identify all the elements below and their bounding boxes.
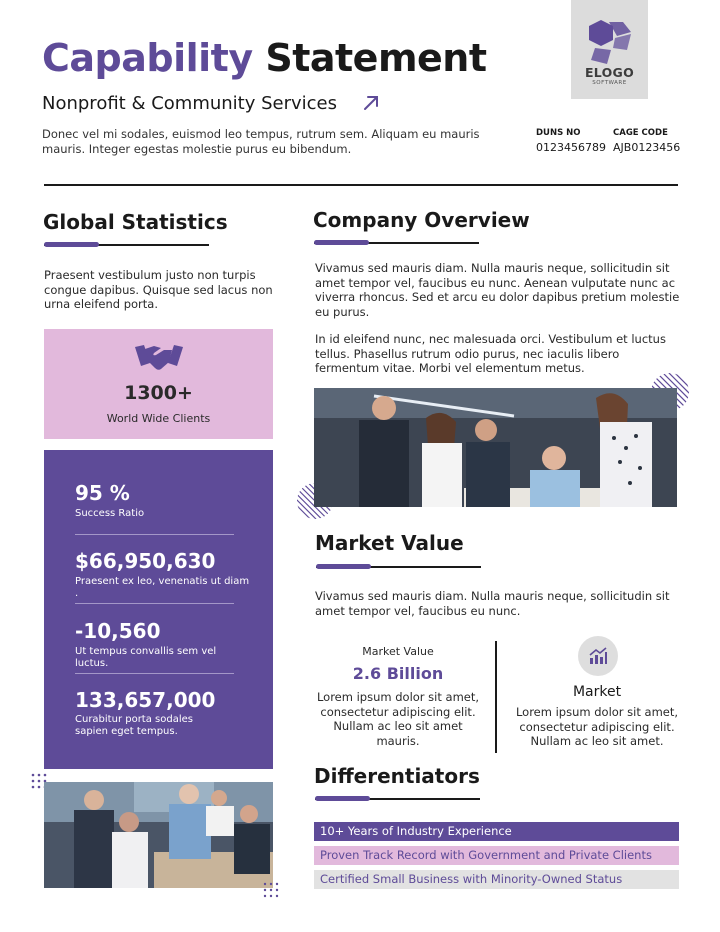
global-statistics-underline bbox=[44, 244, 209, 246]
page-title bbox=[42, 36, 487, 80]
market-value-underline bbox=[316, 566, 481, 568]
stat-divider bbox=[75, 673, 234, 674]
company-overview-heading: Company Overview bbox=[313, 208, 530, 232]
duns-label: DUNS NO bbox=[536, 128, 581, 138]
market-value-heading: Market Value bbox=[315, 531, 464, 555]
clients-value: 1300+ bbox=[124, 382, 193, 404]
intro-text: Donec vel mi sodales, euismod leo tempus, rutrum sem. Aliquam eu mauris mauris. Integer egestas molestie purus eu bibendum. bbox=[42, 127, 480, 156]
market-title: Market bbox=[572, 684, 622, 700]
market-divider bbox=[495, 641, 497, 753]
stat-value: $66,950,630 bbox=[75, 549, 216, 573]
company-overview-paragraph: Vivamus sed mauris diam. Nulla mauris neque, sollicitudin sit amet tempor vel, faucibus eu nunc. Aenean vulputate nunc ac viverra rhoncus. Sed et arcu eu dolor dapibus pretium molestie eu purus. bbox=[315, 261, 680, 319]
global-statistics-text: Praesent vestibulum justo non turpis congue dapibus. Quisque sed lacus non urna eleifend porta. bbox=[44, 268, 273, 311]
stat-label: Curabitur porta sodales sapien eget tempus. bbox=[75, 714, 193, 737]
header-divider bbox=[44, 184, 678, 186]
market-value-amount: 2.6 Billion bbox=[352, 664, 444, 683]
global-statistics-heading: Global Statistics bbox=[43, 210, 228, 234]
team-meeting-photo bbox=[44, 782, 273, 888]
logo-name: ELOGO bbox=[584, 65, 635, 80]
stat-value: 95 % bbox=[75, 481, 130, 505]
stat-divider bbox=[75, 603, 234, 604]
title-rest: Statement bbox=[265, 36, 487, 80]
dot-pattern-decoration bbox=[262, 881, 284, 899]
company-overview-underline bbox=[314, 242, 479, 244]
differentiator-item: Proven Track Record with Government and Private Clients bbox=[314, 846, 679, 865]
stat-label: Ut tempus convallis sem vel luctus. bbox=[75, 646, 217, 669]
stat-value: 133,657,000 bbox=[75, 688, 216, 712]
duns-value: 0123456789 bbox=[536, 141, 606, 154]
differentiator-item: 10+ Years of Industry Experience bbox=[314, 822, 679, 841]
market-value-label: Market Value bbox=[362, 645, 434, 658]
title-accent: Capability bbox=[42, 36, 253, 80]
logo-tagline: SOFTWARE bbox=[592, 80, 627, 86]
page-subtitle: Nonprofit & Community Services bbox=[42, 93, 338, 114]
market-description: Lorem ipsum dolor sit amet, consectetur adipiscing elit. Nullam ac leo sit amet. bbox=[515, 705, 679, 748]
differentiators-heading: Differentiators bbox=[314, 764, 480, 788]
cage-label: CAGE CODE bbox=[613, 128, 668, 138]
cage-value: AJB0123456 bbox=[613, 141, 681, 154]
differentiator-item: Certified Small Business with Minority-Owned Status bbox=[314, 870, 679, 889]
company-overview-paragraph: In id eleifend nunc, nec malesuada orci. Vestibulum et luctus tellus. Phasellus rutrum odio purus, nec iaculis libero fermentum vitae. Morbi vel elementum metus. bbox=[315, 332, 666, 375]
market-value-text: Vivamus sed mauris diam. Nulla mauris neque, sollicitudin sit amet tempor vel, faucibus eu nunc. bbox=[315, 589, 670, 618]
office-team-photo bbox=[314, 388, 677, 507]
bar-chart-icon bbox=[588, 646, 608, 666]
handshake-icon bbox=[134, 341, 184, 373]
market-value-description: Lorem ipsum dolor sit amet, consectetur adipiscing elit. Nullam ac leo sit amet mauris. bbox=[316, 690, 480, 748]
stat-value: -10,560 bbox=[75, 619, 161, 643]
differentiators-underline bbox=[315, 798, 480, 800]
clients-label: World Wide Clients bbox=[106, 412, 211, 425]
stat-label: Success Ratio bbox=[75, 508, 145, 519]
stat-divider bbox=[75, 534, 234, 535]
stat-label: Praesent ex leo, venenatis ut diam . bbox=[75, 576, 250, 599]
arrow-up-right-icon bbox=[362, 94, 380, 112]
logo-mark-icon bbox=[587, 20, 633, 64]
